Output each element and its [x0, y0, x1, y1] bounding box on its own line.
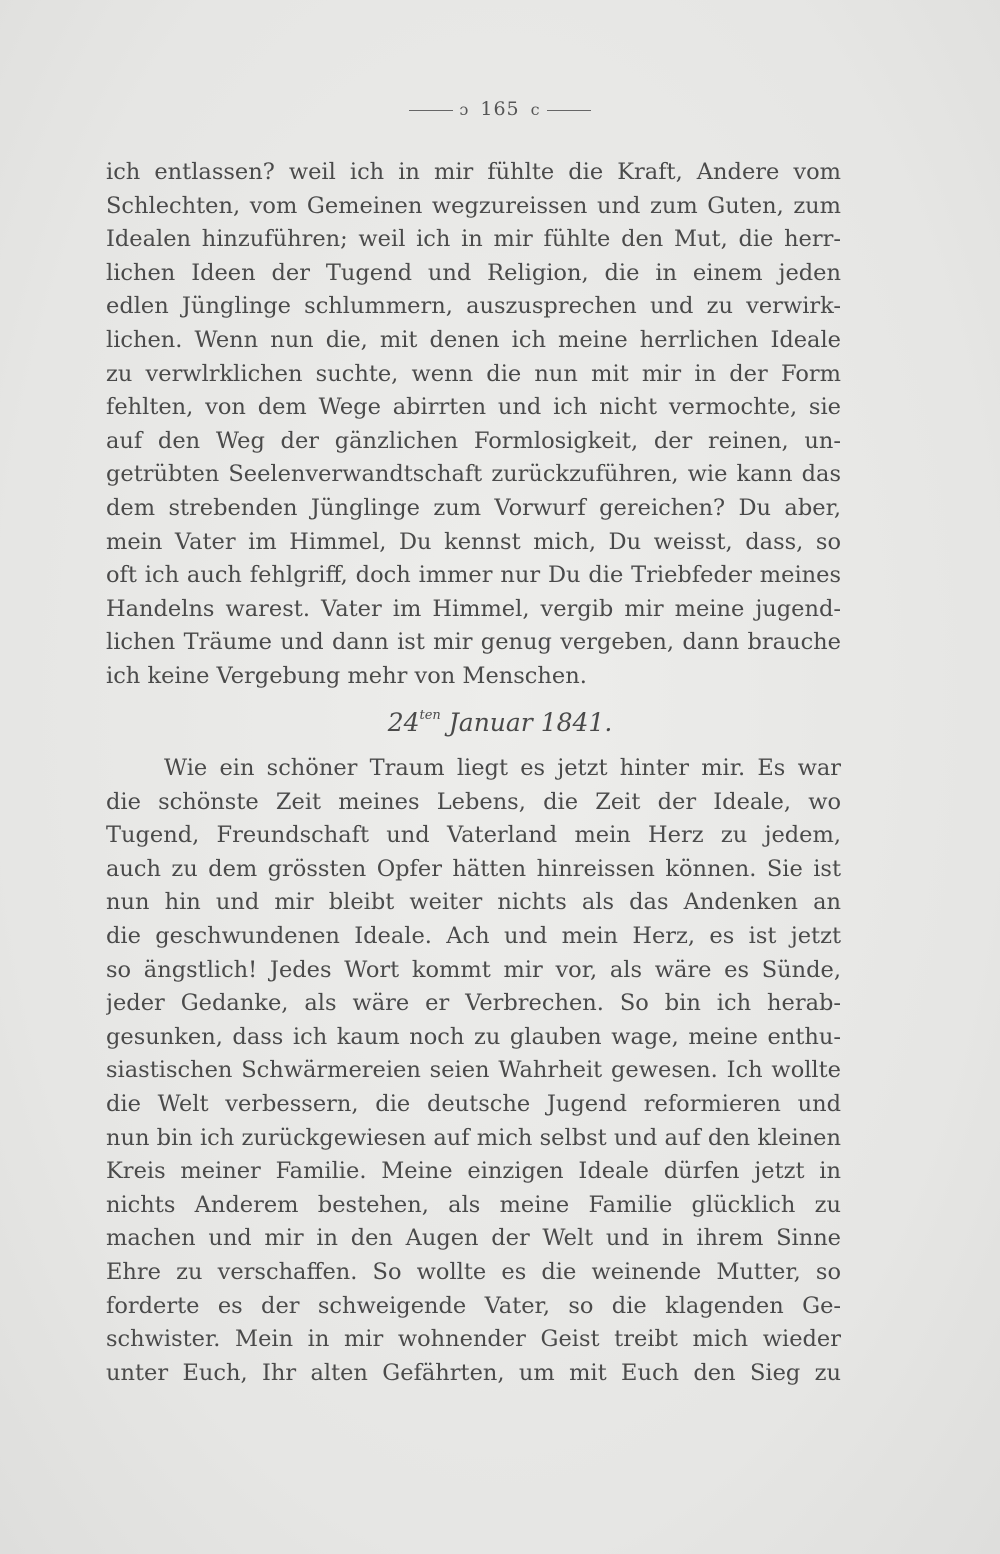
- text-line: ich entlassen? weil ich in mir fühlte die Kraft, Andere vom: [106, 159, 841, 185]
- text-line: nun bin ich zurückgewiesen auf mich selbst und auf den kleinen: [106, 1124, 841, 1151]
- text-line: die schönste Zeit meines Lebens, die Zeit der Ideale, wo: [106, 788, 841, 815]
- text-line: dem strebenden Jünglinge zum Vorwurf gereichen? Du aber,: [106, 494, 841, 521]
- text-line: gesunken, dass ich kaum noch zu glauben wage, meine enthu-: [106, 1023, 841, 1050]
- text-line: lichen Träume und dann ist mir genug vergeben, dann brauche: [106, 629, 841, 656]
- date-day: 24: [387, 708, 420, 737]
- paragraph-diary-entry: [106, 752, 841, 1390]
- text-line: ich keine Vergebung mehr von Menschen.: [106, 662, 587, 689]
- text-line: machen und mir in den Augen der Welt und in ihrem Sinne: [106, 1225, 841, 1252]
- text-line: siastischen Schwärmereien seien Wahrheit gewesen. Ich wollte: [106, 1057, 841, 1084]
- text-line: fehlten, von dem Wege abirrten und ich nicht vermochte, sie: [106, 394, 841, 421]
- text-line: Idealen hinzuführen; weil ich in mir fühlte den Mut, die herr-: [106, 226, 841, 253]
- header-rule-left: [409, 110, 453, 111]
- text-line: zu verwlrklichen suchte, wenn die nun mit mir in der Form: [106, 360, 841, 387]
- text-line: forderte es der schweigende Vater, so die klagenden Ge-: [106, 1292, 841, 1319]
- text-line: nun hin und mir bleibt weiter nichts als das Andenken an: [106, 889, 841, 916]
- text-line: Kreis meiner Familie. Meine einzigen Ideale dürfen jetzt in: [106, 1158, 841, 1185]
- date-month-year: Januar 1841.: [448, 708, 613, 737]
- text-line: die Welt verbessern, die deutsche Jugend reformieren und: [106, 1090, 841, 1117]
- text-line: Schlechten, vom Gemeinen wegzureissen und zum Guten, zum: [106, 192, 841, 219]
- paragraph-continued: [106, 156, 841, 694]
- page-header: [0, 98, 1000, 120]
- text-line: auch zu dem grössten Opfer hätten hinreissen können. Sie ist: [106, 855, 841, 882]
- text-line: auf den Weg der gänzlichen Formlosigkeit, der reinen, un-: [106, 427, 841, 454]
- text-line: Handelns warest. Vater im Himmel, vergib mir meine jugend-: [106, 595, 841, 622]
- page-number: 165: [480, 98, 520, 120]
- text-line: getrübten Seelenverwandtschaft zurückzuführen, wie kann das: [106, 461, 841, 488]
- text-line: jeder Gedanke, als wäre er Verbrechen. So bin ich herab-: [106, 990, 841, 1017]
- date-suffix: ten: [419, 708, 441, 723]
- text-line: schwister. Mein in mir wohnender Geist treibt mich wieder: [106, 1326, 841, 1353]
- date-heading: [0, 708, 1000, 737]
- header-ornament-right: c: [530, 100, 541, 119]
- text-line: lichen Ideen der Tugend und Religion, die in einem jeden: [106, 259, 841, 286]
- text-line: Ehre zu verschaffen. So wollte es die weinende Mutter, so: [106, 1258, 841, 1285]
- text-line: so ängstlich! Jedes Wort kommt mir vor, als wäre es Sünde,: [106, 956, 841, 983]
- text-line: Tugend, Freundschaft und Vaterland mein Herz zu jedem,: [106, 822, 841, 849]
- header-ornament-left: ɔ: [459, 100, 470, 119]
- text-line: nichts Anderem bestehen, als meine Familie glücklich zu: [106, 1191, 841, 1218]
- text-line: mein Vater im Himmel, Du kennst mich, Du weisst, dass, so: [106, 528, 841, 555]
- text-line: unter Euch, Ihr alten Gefährten, um mit Euch den Sieg zu: [106, 1359, 841, 1386]
- text-line: Wie ein schöner Traum liegt es jetzt hinter mir. Es war: [164, 755, 841, 781]
- text-line: edlen Jünglinge schlummern, auszusprechen und zu verwirk-: [106, 293, 841, 320]
- text-line: oft ich auch fehlgriff, doch immer nur Du die Triebfeder meines: [106, 562, 841, 589]
- text-line: die geschwundenen Ideale. Ach und mein Herz, es ist jetzt: [106, 922, 841, 949]
- text-line: lichen. Wenn nun die, mit denen ich meine herrlichen Ideale: [106, 326, 841, 353]
- header-rule-right: [547, 110, 591, 111]
